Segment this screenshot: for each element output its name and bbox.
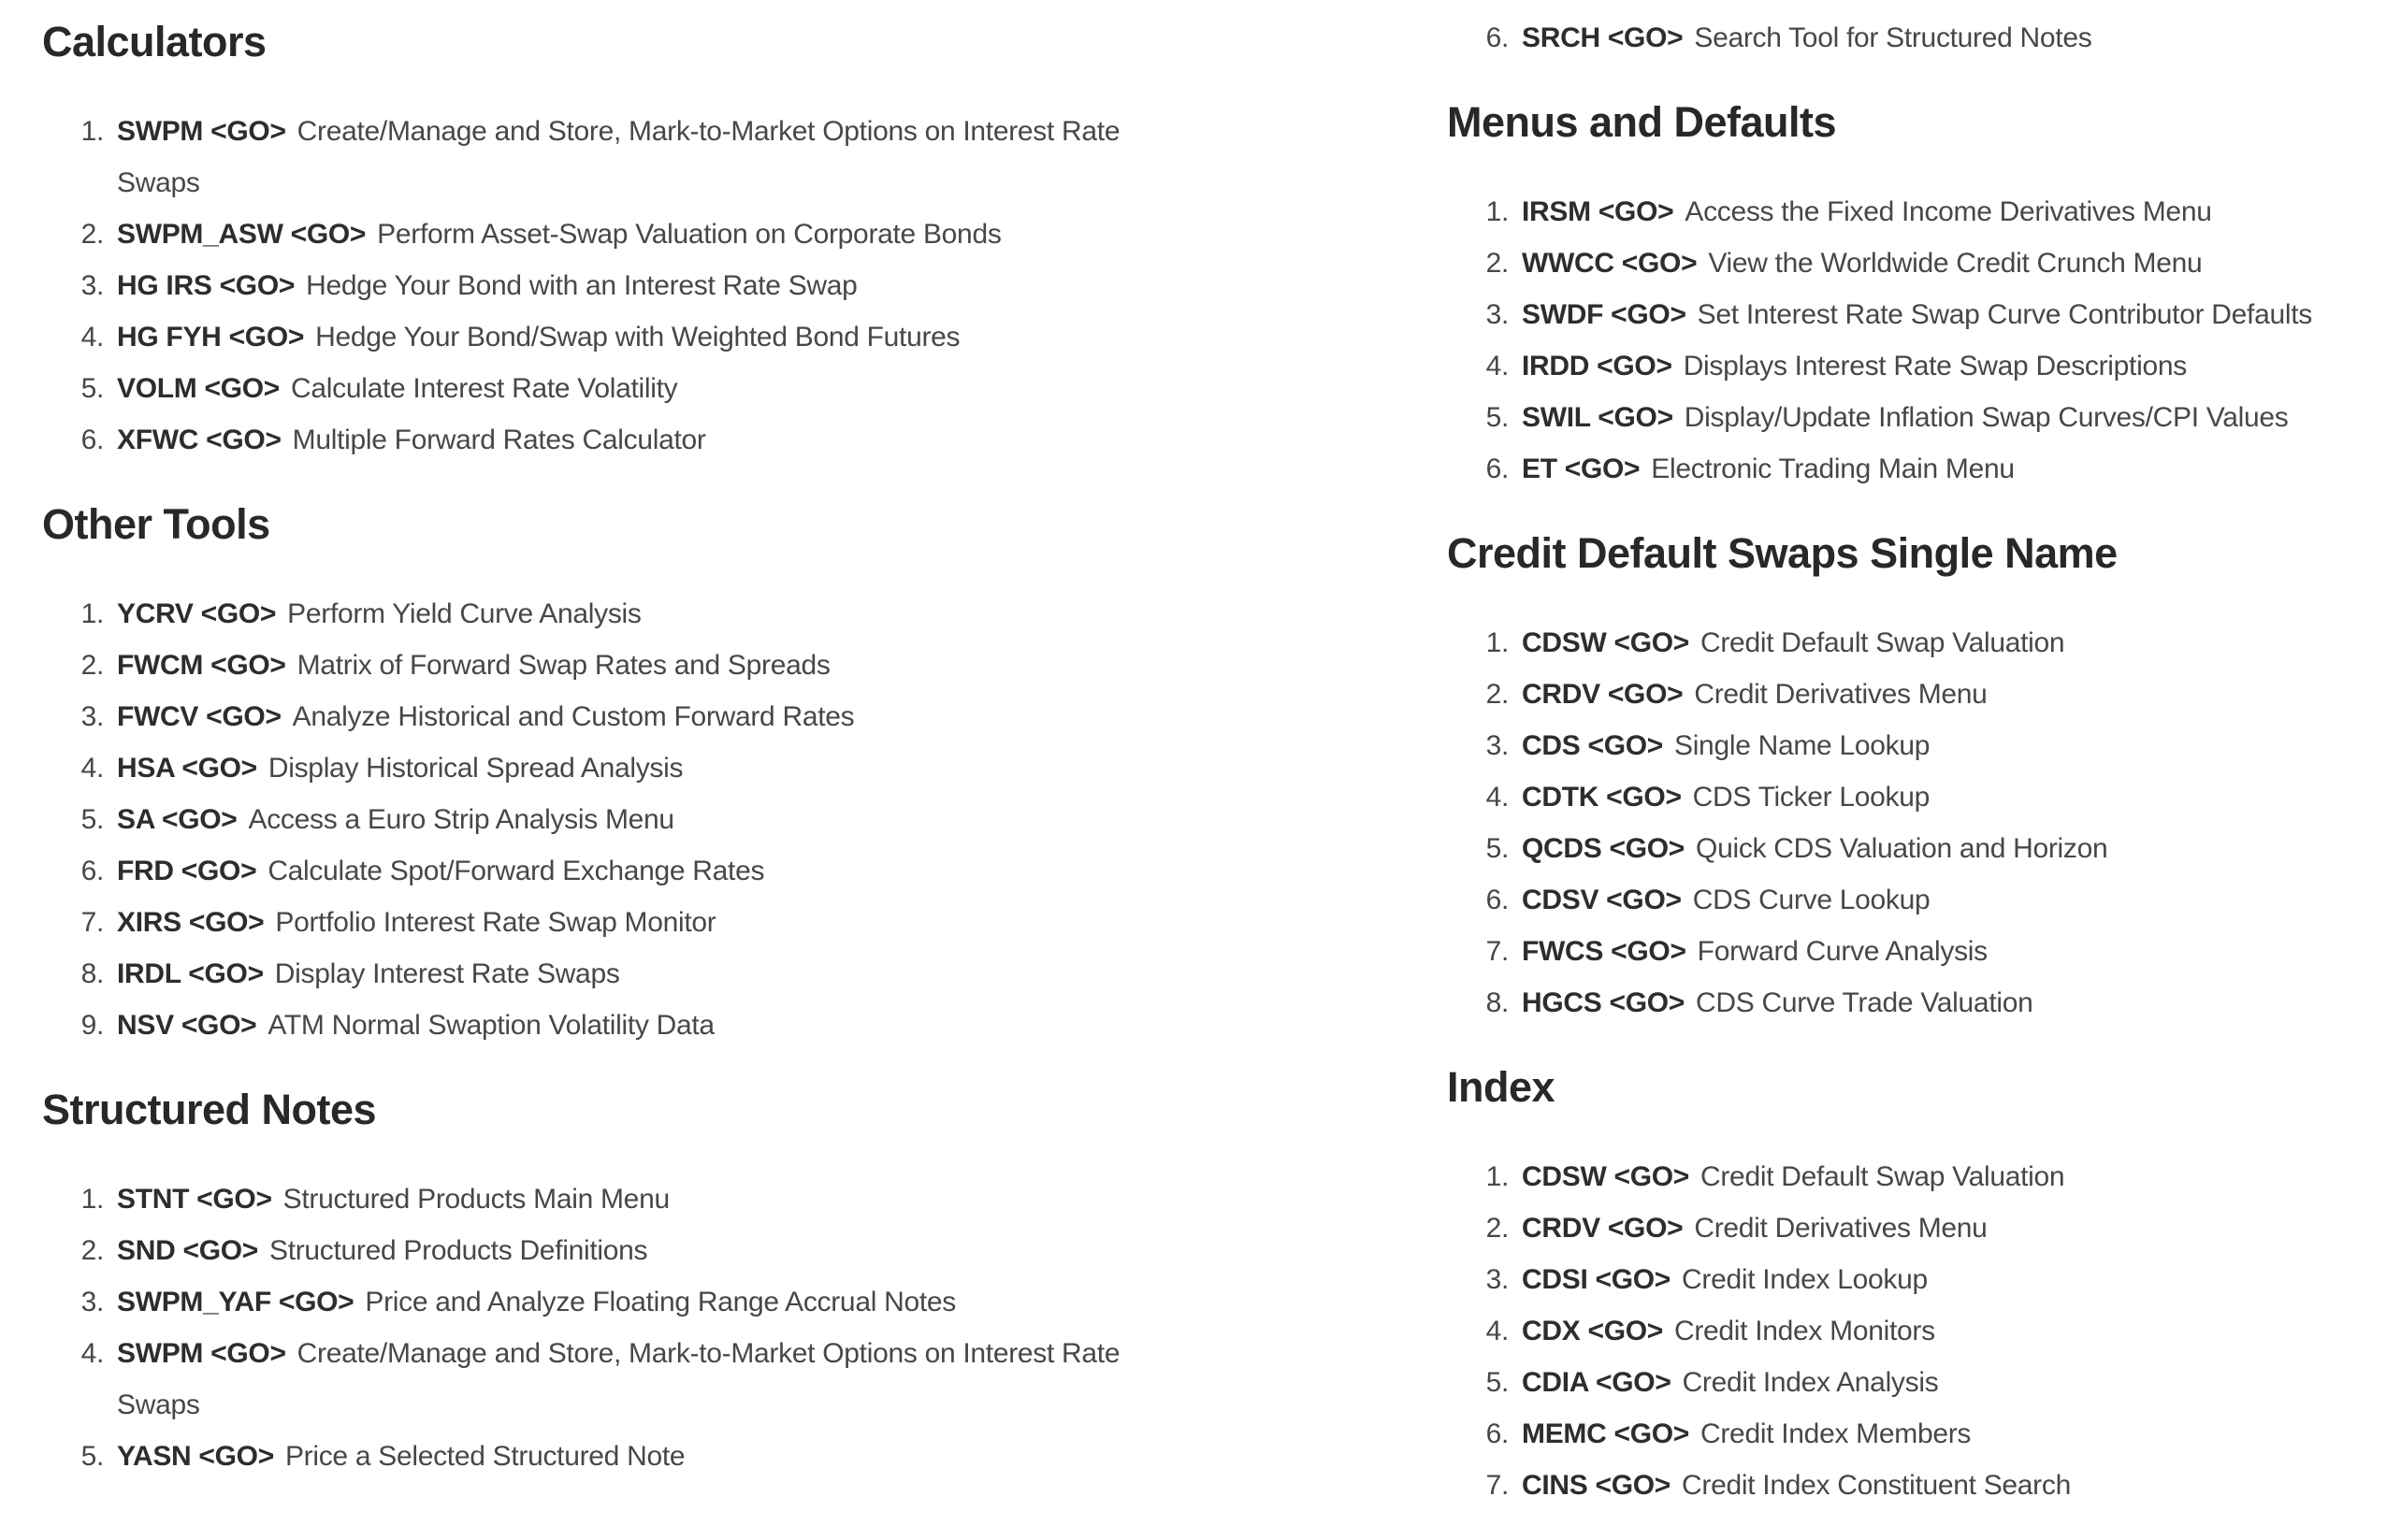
- item-number: 3.: [1485, 1264, 1509, 1295]
- list-item: [1485, 443, 2390, 495]
- list-item: [1485, 340, 2390, 392]
- item-number: 4.: [80, 1338, 104, 1369]
- item-number: 4.: [80, 322, 104, 353]
- item-number: 6.: [1485, 453, 1509, 484]
- item-number: 3.: [80, 1287, 104, 1317]
- command-code: SWDF <GO>: [1522, 299, 1686, 330]
- command-code: CRDV <GO>: [1522, 1213, 1684, 1244]
- command-description: Multiple Forward Rates Calculator: [292, 425, 706, 455]
- item-number: 5.: [80, 1441, 104, 1472]
- list-item: [1485, 1357, 2390, 1408]
- item-number: 8.: [1485, 987, 1509, 1018]
- item-number: 7.: [1485, 1470, 1509, 1501]
- item-number: 6.: [1485, 1418, 1509, 1449]
- item-number: 9.: [80, 1010, 104, 1041]
- command-description: Display Historical Spread Analysis: [268, 753, 684, 784]
- list-item: [80, 311, 1129, 363]
- command-description: Hedge Your Bond/Swap with Weighted Bond Futures: [315, 322, 961, 353]
- command-description: Credit Index Monitors: [1673, 1316, 1935, 1346]
- item-number: 3.: [1485, 730, 1509, 761]
- list-item: [80, 588, 1129, 640]
- item-number: 2.: [80, 650, 104, 681]
- command-description: Hedge Your Bond with an Interest Rate Swap: [306, 270, 858, 301]
- command-code: FWCV <GO>: [117, 701, 282, 732]
- command-description: Portfolio Interest Rate Swap Monitor: [275, 907, 716, 938]
- command-code: CRDV <GO>: [1522, 679, 1684, 710]
- command-code: SA <GO>: [117, 804, 238, 835]
- command-code: HSA <GO>: [117, 753, 257, 784]
- command-description: Structured Products Definitions: [268, 1235, 648, 1266]
- section-heading-credit-default-swaps-single-name: Credit Default Swaps Single Name: [1447, 529, 2118, 577]
- command-description: Create/Manage and Store, Mark-to-Market Options on Interest Rate Swaps: [117, 116, 1121, 198]
- item-number: 4.: [1485, 351, 1509, 381]
- command-code: CDTK <GO>: [1522, 782, 1682, 813]
- list-item: [80, 1276, 1129, 1328]
- command-description: ATM Normal Swaption Volatility Data: [268, 1010, 715, 1041]
- list-item: [1485, 1254, 2390, 1305]
- command-description: View the Worldwide Credit Crunch Menu: [1708, 248, 2203, 279]
- item-number: 1.: [1485, 1161, 1509, 1192]
- list-item: [1485, 1151, 2390, 1202]
- list-item: [1485, 669, 2390, 720]
- command-code: CDS <GO>: [1522, 730, 1663, 761]
- command-description: Electronic Trading Main Menu: [1651, 453, 2015, 484]
- item-number: 2.: [1485, 1213, 1509, 1244]
- list-item: [80, 1173, 1129, 1225]
- list-item: [80, 691, 1129, 742]
- list-item: [80, 1328, 1129, 1431]
- list-item: [1485, 289, 2390, 340]
- list-item: [1485, 874, 2390, 926]
- command-description: Credit Index Constituent Search: [1682, 1470, 2071, 1501]
- command-description: Credit Default Swap Valuation: [1700, 627, 2065, 658]
- command-description: Access a Euro Strip Analysis Menu: [248, 804, 674, 835]
- command-description: Calculate Interest Rate Volatility: [291, 373, 678, 404]
- command-code: STNT <GO>: [117, 1184, 272, 1215]
- list-item: [80, 1000, 1129, 1051]
- right-column: [1447, 0, 2390, 1511]
- item-number: 2.: [80, 1235, 104, 1266]
- item-number: 6.: [1485, 22, 1509, 53]
- list-item: [1485, 186, 2390, 237]
- command-description: Displays Interest Rate Swap Descriptions: [1683, 351, 2187, 381]
- list-item: [1485, 392, 2390, 443]
- list-item: [1485, 720, 2390, 771]
- item-number: 3.: [1485, 299, 1509, 330]
- list-item: [80, 106, 1129, 209]
- command-description: Set Interest Rate Swap Curve Contributor Defaults: [1697, 299, 2312, 330]
- command-list: [1447, 186, 2390, 495]
- command-list: [1447, 12, 2390, 64]
- item-number: 4.: [80, 753, 104, 784]
- command-description: Quick CDS Valuation and Horizon: [1696, 833, 2108, 864]
- command-code: FWCM <GO>: [117, 650, 286, 681]
- command-list: [42, 588, 1129, 1051]
- item-number: 2.: [1485, 248, 1509, 279]
- command-description: CDS Ticker Lookup: [1692, 782, 1931, 813]
- command-description: Perform Yield Curve Analysis: [287, 598, 642, 629]
- list-item: [1485, 237, 2390, 289]
- item-number: 6.: [80, 856, 104, 886]
- command-description: Search Tool for Structured Notes: [1694, 22, 2092, 53]
- list-item: [1485, 1305, 2390, 1357]
- command-code: VOLM <GO>: [117, 373, 281, 404]
- command-list: [1447, 617, 2390, 1029]
- item-number: 4.: [1485, 782, 1509, 813]
- command-code: YASN <GO>: [117, 1441, 274, 1472]
- list-item: [80, 640, 1129, 691]
- command-description: Create/Manage and Store, Mark-to-Market Options on Interest Rate Swaps: [117, 1338, 1121, 1420]
- command-description: Price and Analyze Floating Range Accrual Notes: [365, 1287, 956, 1317]
- item-number: 6.: [1485, 885, 1509, 915]
- command-code: MEMC <GO>: [1522, 1418, 1689, 1449]
- item-number: 1.: [1485, 196, 1509, 227]
- section-heading-structured-notes: Structured Notes: [42, 1086, 377, 1133]
- list-item: [80, 897, 1129, 948]
- command-description: CDS Curve Trade Valuation: [1696, 987, 2033, 1018]
- command-code: SWPM <GO>: [117, 116, 286, 147]
- list-item: [80, 1225, 1129, 1276]
- section-heading-calculators: Calculators: [42, 18, 267, 65]
- list-item: [80, 1431, 1129, 1482]
- list-item: [1485, 926, 2390, 977]
- command-description: Credit Index Analysis: [1682, 1367, 1939, 1398]
- command-description: CDS Curve Lookup: [1692, 885, 1931, 915]
- item-number: 5.: [1485, 833, 1509, 864]
- item-number: 5.: [1485, 402, 1509, 433]
- command-description: Price a Selected Structured Note: [284, 1441, 686, 1472]
- command-description: Matrix of Forward Swap Rates and Spreads: [297, 650, 831, 681]
- command-code: ET <GO>: [1522, 453, 1641, 484]
- item-number: 2.: [80, 219, 104, 250]
- command-code: NSV <GO>: [117, 1010, 257, 1041]
- list-item: [80, 948, 1129, 1000]
- command-code: IRDL <GO>: [117, 958, 264, 989]
- command-code: SWPM <GO>: [117, 1338, 286, 1369]
- list-item: [80, 209, 1129, 260]
- list-item: [80, 363, 1129, 414]
- command-code: FRD <GO>: [117, 856, 257, 886]
- list-item: [80, 742, 1129, 794]
- command-code: HG FYH <GO>: [117, 322, 305, 353]
- command-code: SWIL <GO>: [1522, 402, 1673, 433]
- command-code: HG IRS <GO>: [117, 270, 296, 301]
- item-number: 1.: [80, 1184, 104, 1215]
- section-heading-index: Index: [1447, 1063, 1555, 1111]
- command-description: Credit Derivatives Menu: [1694, 679, 1988, 710]
- command-code: CDSW <GO>: [1522, 627, 1689, 658]
- command-code: HGCS <GO>: [1522, 987, 1685, 1018]
- command-code: CDSV <GO>: [1522, 885, 1682, 915]
- section-heading-other-tools: Other Tools: [42, 500, 270, 548]
- item-number: 5.: [1485, 1367, 1509, 1398]
- left-column: [42, 0, 1129, 1482]
- command-code: CDIA <GO>: [1522, 1367, 1671, 1398]
- command-code: SND <GO>: [117, 1235, 258, 1266]
- command-description: Perform Asset-Swap Valuation on Corporate Bonds: [377, 219, 1002, 250]
- list-item: [80, 794, 1129, 845]
- list-item: [1485, 617, 2390, 669]
- command-code: IRDD <GO>: [1522, 351, 1672, 381]
- command-code: XIRS <GO>: [117, 907, 265, 938]
- item-number: 4.: [1485, 1316, 1509, 1346]
- command-list: [1447, 1151, 2390, 1511]
- list-item: [80, 414, 1129, 466]
- command-list: [42, 106, 1129, 466]
- command-description: Analyze Historical and Custom Forward Rates: [292, 701, 855, 732]
- item-number: 3.: [80, 270, 104, 301]
- command-description: Single Name Lookup: [1673, 730, 1931, 761]
- item-number: 5.: [80, 373, 104, 404]
- command-description: Credit Index Lookup: [1682, 1264, 1928, 1295]
- list-item: [80, 260, 1129, 311]
- command-code: WWCC <GO>: [1522, 248, 1698, 279]
- command-code: CINS <GO>: [1522, 1470, 1671, 1501]
- command-code: CDX <GO>: [1522, 1316, 1663, 1346]
- list-item: [1485, 1408, 2390, 1460]
- list-item: [1485, 823, 2390, 874]
- item-number: 5.: [80, 804, 104, 835]
- command-code: QCDS <GO>: [1522, 833, 1685, 864]
- item-number: 7.: [80, 907, 104, 938]
- command-code: IRSM <GO>: [1522, 196, 1674, 227]
- command-code: SWPM_ASW <GO>: [117, 219, 367, 250]
- item-number: 1.: [1485, 627, 1509, 658]
- item-number: 6.: [80, 425, 104, 455]
- command-description: Credit Derivatives Menu: [1694, 1213, 1988, 1244]
- command-code: CDSW <GO>: [1522, 1161, 1689, 1192]
- list-item: [1485, 977, 2390, 1029]
- list-item: [80, 845, 1129, 897]
- list-item: [1485, 771, 2390, 823]
- item-number: 1.: [80, 116, 104, 147]
- section-heading-menus-and-defaults: Menus and Defaults: [1447, 98, 1837, 146]
- command-description: Display Interest Rate Swaps: [274, 958, 620, 989]
- item-number: 2.: [1485, 679, 1509, 710]
- command-code: CDSI <GO>: [1522, 1264, 1671, 1295]
- command-list: [42, 1173, 1129, 1482]
- command-code: XFWC <GO>: [117, 425, 282, 455]
- command-code: SWPM_YAF <GO>: [117, 1287, 354, 1317]
- command-code: SRCH <GO>: [1522, 22, 1684, 53]
- command-description: Forward Curve Analysis: [1697, 936, 1988, 967]
- command-description: Structured Products Main Menu: [282, 1184, 670, 1215]
- command-code: FWCS <GO>: [1522, 936, 1686, 967]
- command-description: Credit Default Swap Valuation: [1700, 1161, 2065, 1192]
- command-description: Calculate Spot/Forward Exchange Rates: [268, 856, 765, 886]
- item-number: 3.: [80, 701, 104, 732]
- list-item: [1485, 1460, 2390, 1511]
- item-number: 8.: [80, 958, 104, 989]
- list-item: [1485, 12, 2390, 64]
- item-number: 7.: [1485, 936, 1509, 967]
- list-item: [1485, 1202, 2390, 1254]
- command-description: Credit Index Members: [1700, 1418, 1972, 1449]
- item-number: 1.: [80, 598, 104, 629]
- command-code: YCRV <GO>: [117, 598, 277, 629]
- command-description: Display/Update Inflation Swap Curves/CPI Values: [1684, 402, 2289, 433]
- command-description: Access the Fixed Income Derivatives Menu: [1685, 196, 2212, 227]
